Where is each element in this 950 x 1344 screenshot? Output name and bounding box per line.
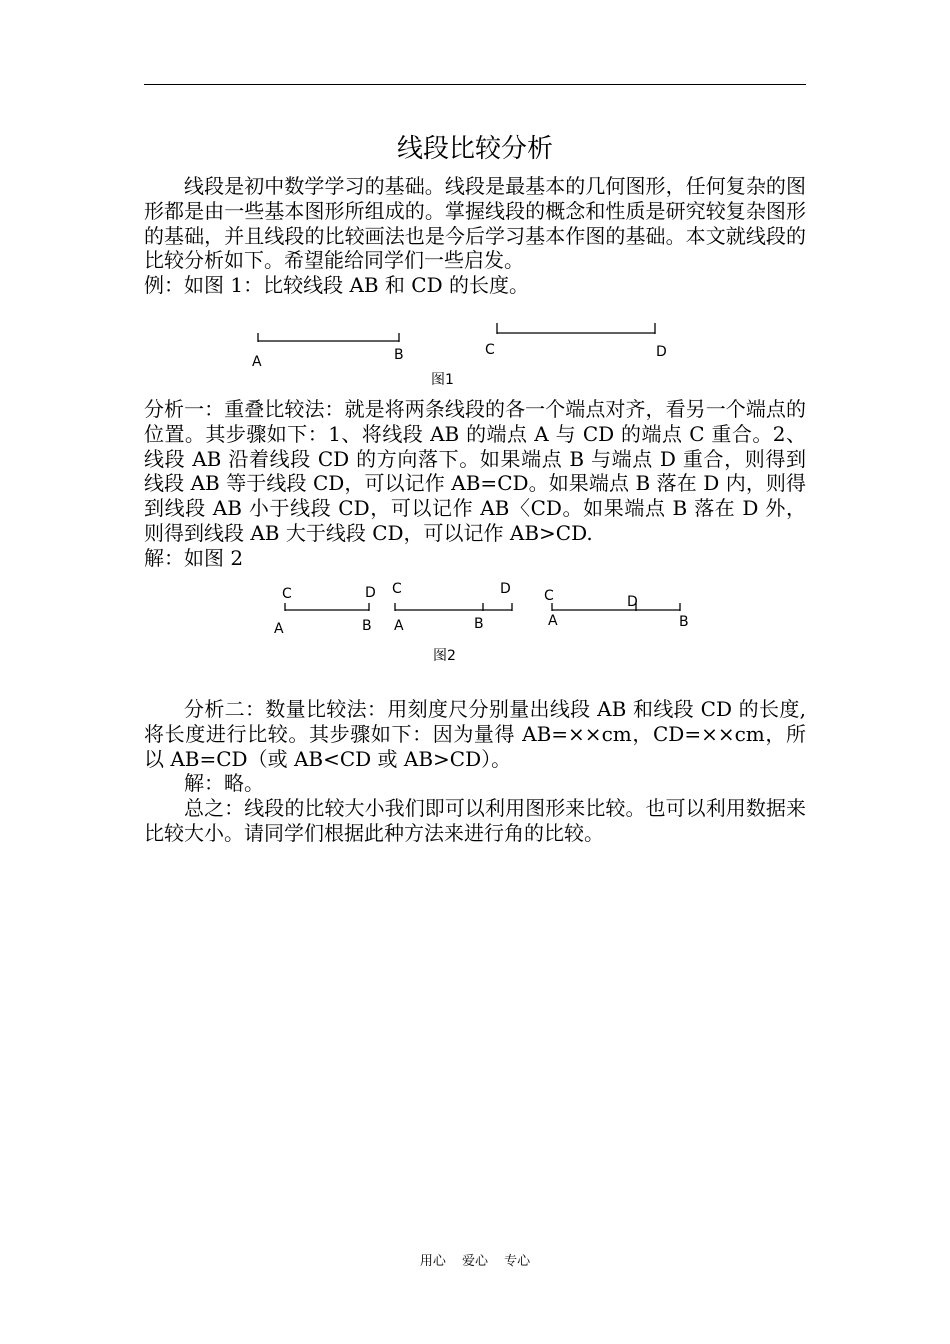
solution-two-line: 解：略。 [184,771,264,795]
figure-1-caption: 图1 [431,372,454,388]
footer-text-3: 专心 [504,1254,531,1269]
footer-text-1: 用心 [419,1254,446,1269]
fig2-case1-label-b: B [362,618,372,634]
fig1-label-d: D [656,344,667,360]
fig2-case1-label-a: A [274,621,284,637]
fig1-label-b: B [394,347,404,363]
example-paragraph: 例：如图 1：比较线段 AB 和 CD 的长度。 [144,273,529,297]
figure-1 [252,323,667,388]
figure-2 [274,581,689,664]
intro-paragraph: 线段是初中数学学习的基础。线段是最基本的几何图形，任何复杂的图形都是由一些基本图形所组成的。掌握线段的概念和性质是研究较复杂图形的基础，并且线段的比较画法也是今后学习基本作图的基础。本文就线段的比较分析如下。希望能给同学们一些启发。 [144,174,806,273]
fig2-case3-label-a: A [548,613,558,629]
fig2-case3-label-d: D [627,594,638,610]
summary-paragraph: 总之：线段的比较大小我们即可以利用图形来比较。也可以利用数据来比较大小。请同学们根据此种方法来进行角的比较。 [144,796,806,845]
solution-one-line: 解：如图 2 [144,546,244,570]
analysis-two-paragraph: 分析二：数量比较法：用刻度尺分别量出线段 AB 和线段 CD 的长度,将长度进行比较。其步骤如下：因为量得 AB=××cm，CD=××cm，所以 AB=CD（或 AB<CD 或 AB>CD）。 [144,697,806,771]
fig2-case1-label-d: D [365,585,376,601]
page-title: 线段比较分析 [396,134,553,164]
fig2-case2-label-d: D [500,581,511,597]
fig1-label-a: A [252,354,262,370]
fig2-case3-label-b: B [679,614,689,630]
fig2-case3-label-c: C [544,588,554,604]
figure-2-caption: 图2 [433,648,456,664]
fig1-label-c: C [485,342,495,358]
footer-text-2: 爱心 [461,1254,488,1269]
fig2-case2-label-c: C [392,581,402,597]
fig2-case2-label-b: B [474,616,484,632]
analysis-one-paragraph: 分析一：重叠比较法：就是将两条线段的各一个端点对齐，看另一个端点的位置。其步骤如下：1、将线段 AB 的端点 A 与 CD 的端点 C 重合。2、线段 AB 沿着线段 CD 的方向落下。如果端点 B 与端点 D 重合，则得到线段 AB 等于线段 CD，可以记作 AB=CD。如果端点 B 落在 D 内，则得到线段 AB 小于线段 CD，可以记作 AB〈CD。如果端点 B 落在 D 外，则得到线段 AB 大于线段 CD，可以记作 AB>CD. [144,397,806,545]
fig2-case2-label-a: A [394,618,404,634]
page-footer [0,1250,950,1269]
fig2-case1-label-c: C [282,586,292,602]
